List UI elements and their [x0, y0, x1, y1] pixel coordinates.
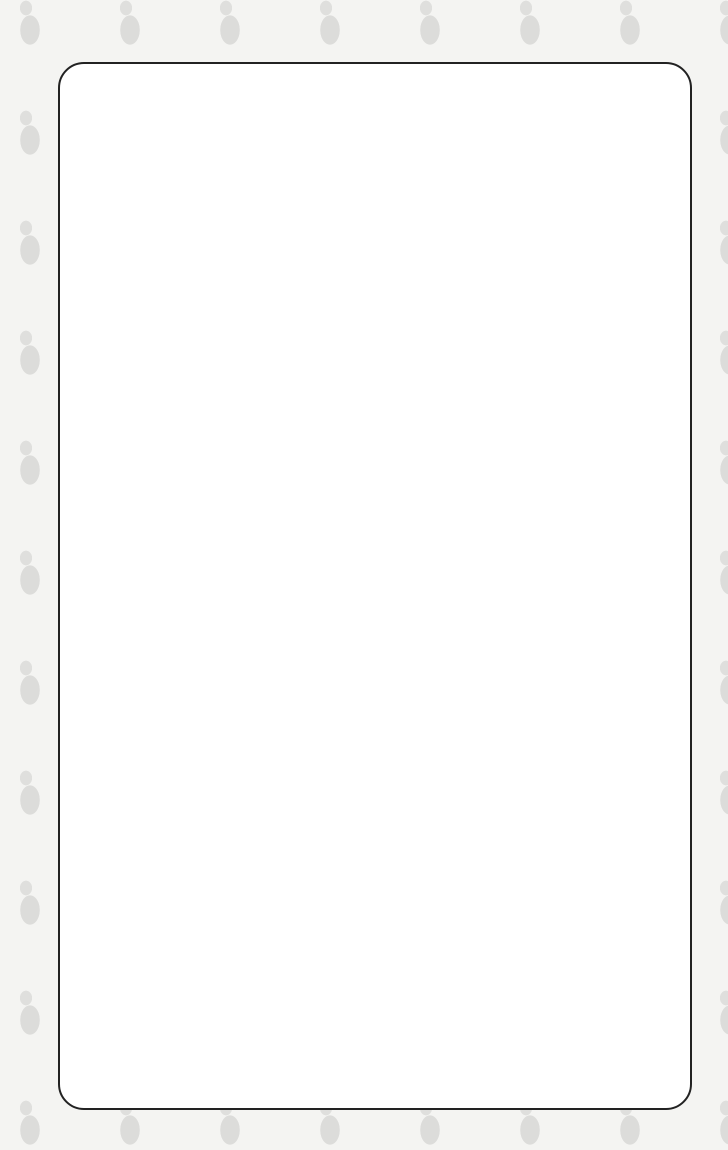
content-panel [58, 62, 692, 1110]
